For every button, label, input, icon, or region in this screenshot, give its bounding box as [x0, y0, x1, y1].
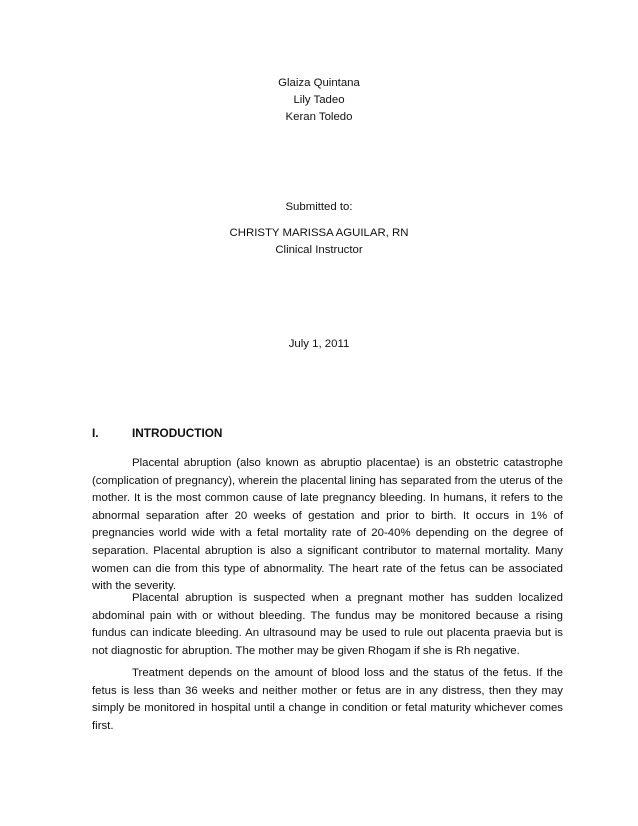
- section-heading: [92, 425, 222, 442]
- author-name: Glaiza Quintana: [278, 77, 360, 89]
- section-title: INTRODUCTION: [132, 426, 223, 440]
- body-paragraph: Treatment depends on the amount of blood loss and the status of the fetus. If the fetus is less than 36 weeks and neither mother or fetus are in any distress, then they may simply be monitored in hospital until a change in condition or fetal maturity whichever comes first.: [92, 667, 563, 732]
- submitted-to-label: Submitted to:: [285, 201, 353, 213]
- instructor-title: Clinical Instructor: [275, 244, 363, 256]
- author-name: Lily Tadeo: [293, 94, 345, 106]
- section-number: I.: [92, 426, 99, 440]
- body-paragraph: Placental abruption (also known as abruptio placentae) is an obstetric catastrophe (complication of pregnancy), wherein the placental lining has separated from the uterus of the mother. It is the most common cause of late pregnancy bleeding. In humans, it refers to the abnormal separation after 20 weeks of gestation and prior to birth. It occurs in 1% of pregnancies world wide with a fetal mortality rate of 20-40% depending on the degree of separation. Placental abruption is also a significant contributor to maternal mortality. Many women can die from this type of abnormality. The heart rate of the fetus can be associated with the severity.: [92, 457, 563, 593]
- instructor-name: CHRISTY MARISSA AGUILAR, RN: [229, 227, 409, 239]
- body-paragraph: Placental abruption is suspected when a pregnant mother has sudden localized abdominal pain with or without bleeding. The fundus may be monitored because a rising fundus can indicate bleeding. An ultrasound may be used to rule out placenta praevia but is not diagnostic for abruption. The mother may be given Rhogam if she is Rh negative.: [92, 592, 563, 657]
- author-name: Keran Toledo: [285, 111, 353, 123]
- submission-date: July 1, 2011: [288, 338, 350, 350]
